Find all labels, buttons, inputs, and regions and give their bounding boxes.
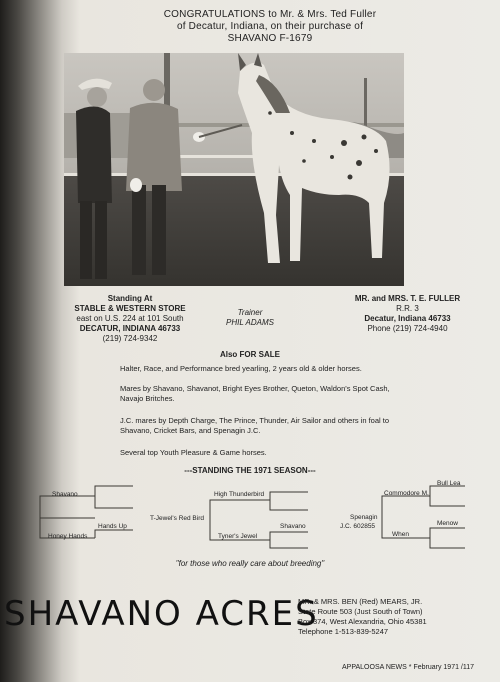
pedigree-1-dam-line: Hands Up [98,523,127,530]
pedigree-1-sire: Shavano [52,491,78,498]
season-title: ---STANDING THE 1971 SEASON--- [184,466,316,475]
header-line-2: of Decatur, Indiana, on their purchase of [176,21,364,32]
owner-phone: Phone (219) 724-4940 [367,324,448,333]
page-footer: APPALOOSA NEWS * February 1971 /117 [342,664,475,671]
horse-photo [64,53,404,286]
trainer-name: PHIL ADAMS [225,318,274,327]
contact-name: MR. & MRS. BEN (Red) MEARS, JR. [298,597,423,606]
for-sale-title: Also FOR SALE [219,350,280,359]
contact-line-2: Box 374, West Alexandria, Ohio 45381 [298,617,427,626]
stable-phone: (219) 724-9342 [102,334,158,343]
stable-name: STABLE & WESTERN STORE [74,304,186,313]
pedigree-1-dam: Honey Hands [48,533,88,540]
pedigree-3-dam: When [392,531,409,538]
pedigree-2-sire: T-Jewel's Red Bird [150,515,204,522]
pedigree-2-dam: Tyner's Jewel [218,533,258,540]
pedigree-lines [0,476,500,556]
pedigree-2-sire-sire: High Thunderbird [214,491,265,498]
header-line-1: CONGRATULATIONS to Mr. & Mrs. Ted Fuller [163,9,377,20]
owner-route: R.R. 3 [396,304,419,313]
standing-label: Standing At [107,294,153,303]
trainer-block [215,308,285,328]
pedigree-3-sire: Commodore M. [384,490,429,497]
trainer-label: Trainer [237,308,263,317]
congratulations-header [90,9,450,45]
for-sale-paragraph: J.C. mares by Depth Charge, The Prince, Thunder, Air Sailor and others in foal to Shavano, Cricket Bars, and Spenagin J.C. [120,416,390,435]
contact-line-1: State Route 503 (Just South of Town) [298,607,423,616]
contact-line-3: Telephone 1-513-839-5247 [298,627,389,636]
contact-block [298,597,468,637]
pedigree-3-name: Spenagin [350,514,378,521]
pedigree-3-dam-sire: Menow [437,520,458,527]
for-sale-paragraph: Halter, Race, and Performance bred yearling, 2 years old & older horses. [120,364,362,373]
owner-block [335,294,480,334]
slogan: "for those who really care about breeding" [175,559,325,568]
for-sale-paragraph: Mares by Shavano, Shavanot, Bright Eyes Brother, Queton, Waldon's Spot Cash, Navajo Britches. [120,384,390,403]
pedigree-2-dam-sire: Shavano [280,523,306,530]
stable-city: DECATUR, INDIANA 46733 [79,324,181,333]
header-line-3: SHAVANO F-1679 [227,33,313,44]
pedigree-3-reg: J.C. 602855 [340,523,376,530]
owner-name: MR. and MRS. T. E. FULLER [354,294,461,303]
for-sale-paragraph: Several top Youth Pleasure & Game horses. [120,448,267,457]
owner-city: Decatur, Indiana 46733 [364,314,451,323]
stable-directions: east on U.S. 224 at 101 South [76,314,184,323]
pedigree-3-sire-sire: Bull Lea [437,480,461,487]
shavano-acres-logo: SHAVANO ACRES [4,594,319,634]
standing-at-block [40,294,220,344]
